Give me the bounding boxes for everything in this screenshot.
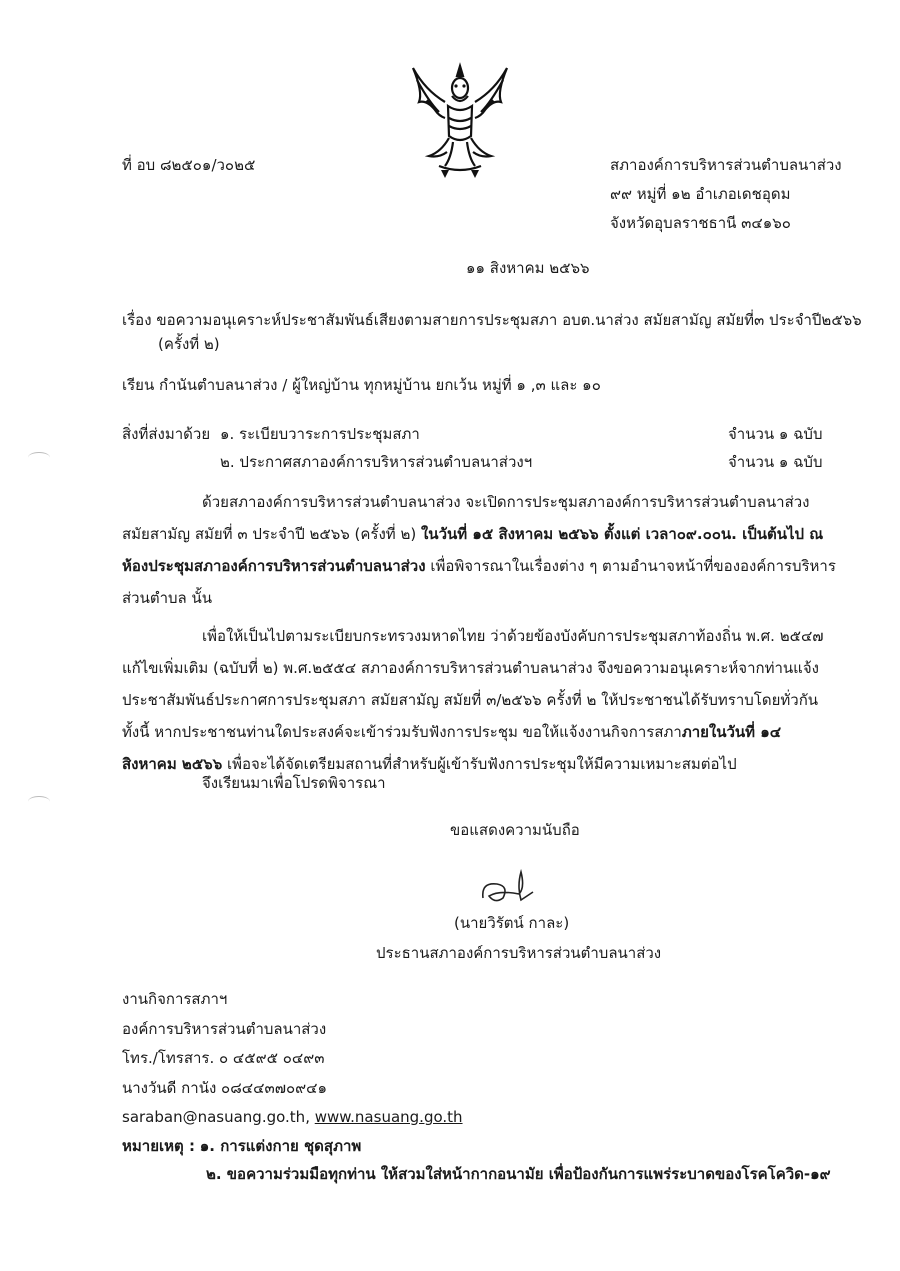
reference-number: ที่ อบ ๘๒๕๐๑/ว๐๒๕ (122, 156, 256, 174)
signer-title: ประธานสภาองค์การบริหารส่วนตำบลนาส่วง (376, 944, 662, 962)
sender-address (610, 155, 842, 242)
enclosure-item: ๑. ระเบียบวาระการประชุมสภา (220, 425, 420, 443)
body-paragraph-2: เพื่อให้เป็นไปตามระเบียบกระทรวงมหาดไทย ว่าด้วยข้องบังคับการประชุมสภาท้องถิ่น พ.ศ. ๒๕๔๗ แก้ไขเพิ่มเติม (ฉบับที่ ๒) พ.ศ.๒๕๕๔ สภาองค์การบริหารส่วนตำบลนาส่วง จึงขอความอนุเคราะห์จากท่านแจ้งประชาสัมพันธ์ประกาศการประชุมสภา สมัยสามัญ สมัยที่ ๓/๒๕๖๖ ครั้งที่ ๒ ให้ประชาชนได้รับทราบโดยทั่วกัน ทั้งนี้ หากประชาชนท่านใดประสงค์จะเข้าร่วมรับฟังการประชุม ขอให้แจ้งงานกิจการสภาภายในวันที่ ๑๔ สิงหาคม ๒๕๖๖ เพื่อจะได้จัดเตรียมสถานที่สำหรับผู้เข้ารับฟังการประชุมให้มีความเหมาะสมต่อไป (122, 627, 824, 773)
enclosure-qty: จำนวน ๑ ฉบับ (728, 425, 823, 443)
recipient-label: เรียน (122, 376, 155, 394)
body-paragraph-1: ด้วยสภาองค์การบริหารส่วนตำบลนาส่วง จะเปิดการประชุมสภาองค์การบริหารส่วนตำบลนาส่วง สมัยสามัญ สมัยที่ ๓ ประจำปี ๒๕๖๖ (ครั้งที่ ๒) ในวันที่ ๑๕ สิงหาคม ๒๕๖๖ ตั้งแต่ เวลา๐๙.๐๐น. เป็นต้นไป ณ ห้องประชุมสภาองค์การบริหารส่วนตำบลนาส่วง เพื่อพิจารณาในเรื่องต่าง ๆ ตามอำนาจหน้าที่ขององค์การบริหารส่วนตำบล นั้น (122, 493, 836, 607)
subject (122, 308, 862, 356)
sender-org: สภาองค์การบริหารส่วนตำบลนาส่วง (610, 156, 842, 174)
website-link[interactable]: www.nasuang.go.th (314, 1108, 463, 1126)
contact-email[interactable]: saraban@nasuang.go.th (122, 1108, 306, 1126)
sender-province: จังหวัดอุบลราชธานี ๓๔๑๖๐ (610, 214, 791, 232)
subject-text: ขอความอนุเคราะห์ประชาสัมพันธ์เสียงตามสายการประชุมสภา อบต.นาส่วง สมัยสามัญ สมัยที่๓ ประจำปี๒๕๖๖ (156, 311, 862, 329)
contact-block (122, 985, 463, 1133)
note-1: หมายเหตุ : ๑. การแต่งกาย ชุดสุภาพ (122, 1137, 362, 1155)
contact-org: องค์การบริหารส่วนตำบลนาส่วง (122, 1019, 327, 1038)
scan-mark (28, 796, 50, 807)
contact-web: saraban@nasuang.go.th, www.nasuang.go.th (122, 1108, 463, 1126)
scan-mark (28, 452, 50, 463)
enclosure-item: ๒. ประกาศสภาองค์การบริหารส่วนตำบลนาส่วงฯ (220, 453, 533, 471)
contact-dept: งานกิจการสภาฯ (122, 990, 228, 1008)
closing-request: จึงเรียนมาเพื่อโปรดพิจารณา (202, 774, 386, 792)
contact-phone: โทร./โทรสาร. ๐ ๔๕๙๕ ๐๔๙๓ (122, 1049, 325, 1067)
signer-name: (นายวิรัตน์ กาละ) (454, 914, 570, 932)
signature-scribble (475, 868, 545, 908)
enclosures-label: สิ่งที่ส่งมาด้วย (122, 425, 211, 443)
regards: ขอแสดงความนับถือ (450, 821, 580, 839)
recipient (122, 375, 601, 396)
garuda-emblem-icon (405, 62, 515, 182)
enclosure-qty: จำนวน ๑ ฉบับ (728, 453, 823, 471)
note-2: ๒. ขอความร่วมมือทุกท่าน ให้สวมใส่หน้ากากอนามัย เพื่อป้องกันการแพร่ระบาดของโรคโควิด-๑๙ (206, 1165, 831, 1183)
recipient-text: กำนันตำบลนาส่วง / ผู้ใหญ่บ้าน ทุกหมู่บ้าน ยกเว้น หมู่ที่ ๑ ,๓ และ ๑๐ (159, 376, 601, 394)
contact-person: นางวันดี กานัง ๐๘๔๔๓๗๐๙๔๑ (122, 1078, 328, 1097)
letter-date: ๑๑ สิงหาคม ๒๕๖๖ (466, 259, 590, 277)
subject-text-cont: (ครั้งที่ ๒) (158, 335, 220, 353)
sender-address-line: ๙๙ หมู่ที่ ๑๒ อำเภอเดชอุดม (610, 185, 791, 203)
subject-label: เรื่อง (122, 311, 152, 329)
